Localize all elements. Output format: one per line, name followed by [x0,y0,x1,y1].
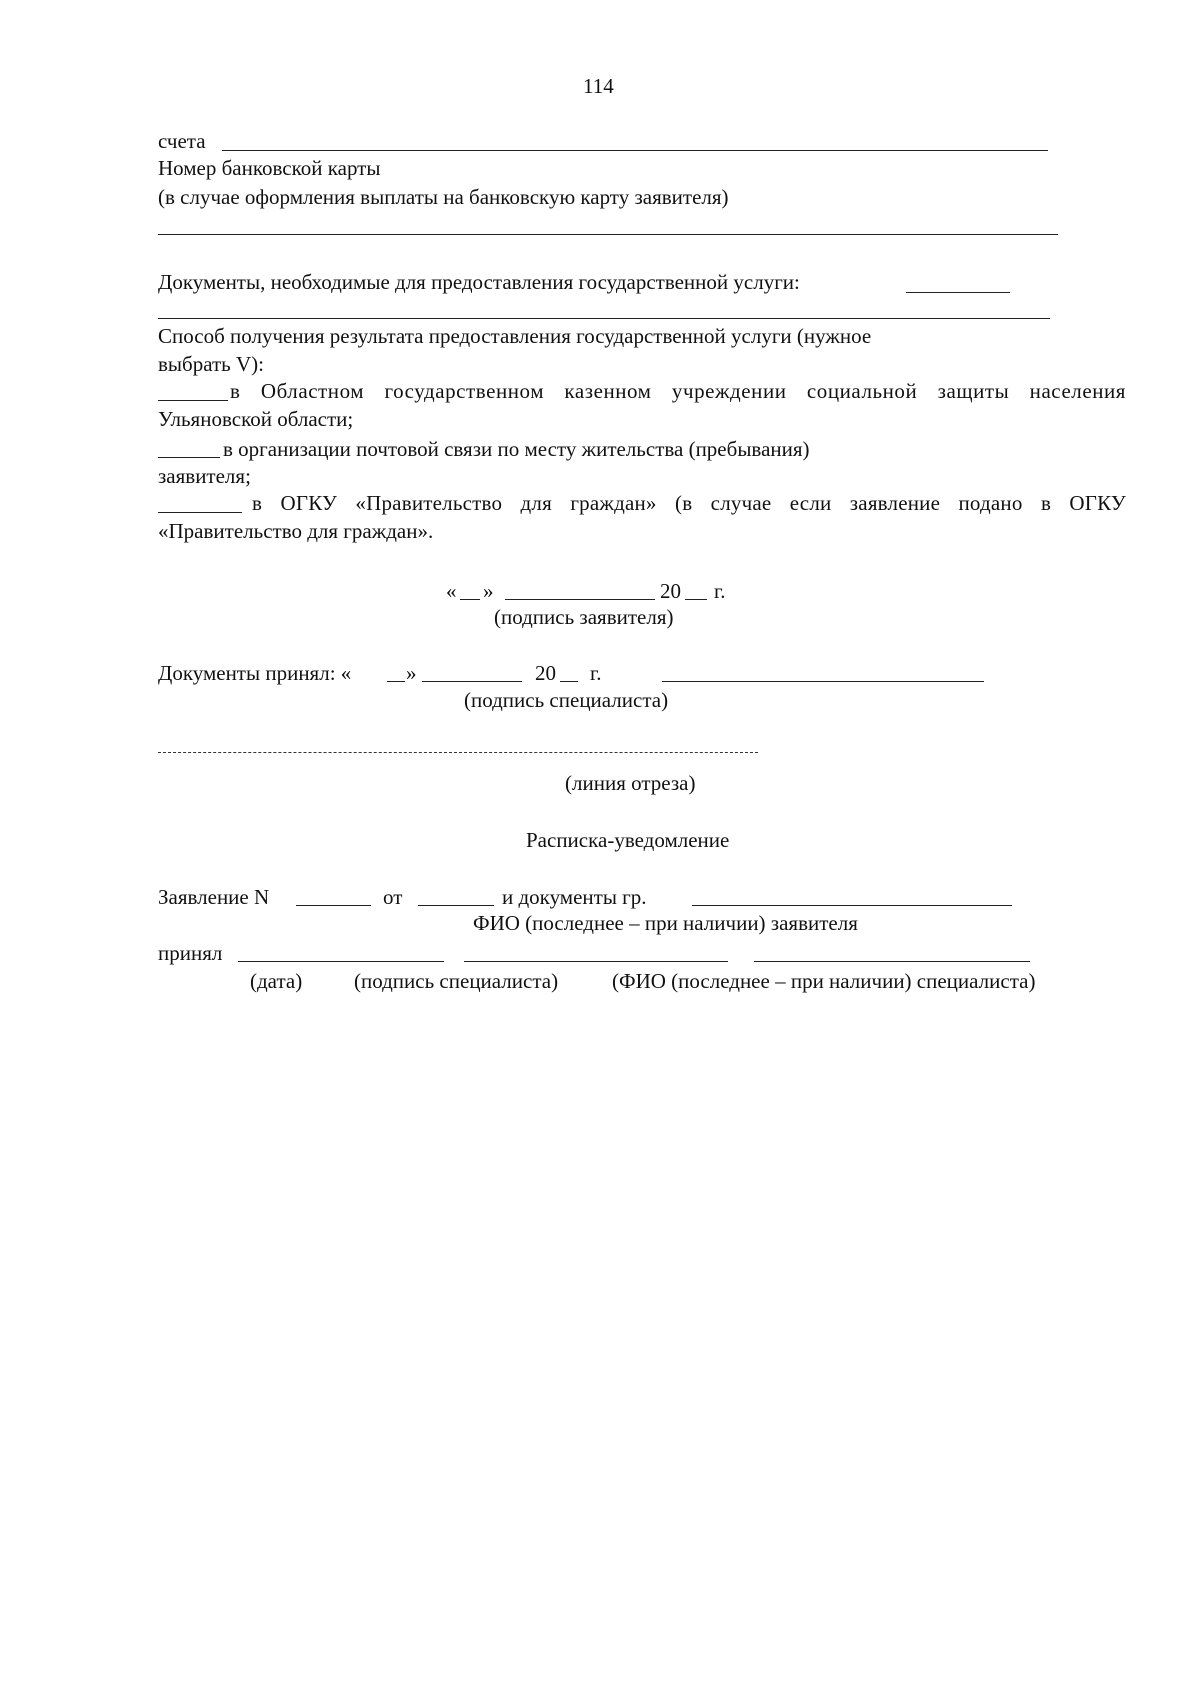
accepted-year-line[interactable] [560,681,578,682]
accepted-day-line[interactable] [387,681,405,682]
caption-specialist-fio: (ФИО (последнее – при наличии) специалиста) [612,969,1036,993]
account-input-line[interactable] [222,150,1048,151]
accepted-month-line[interactable] [422,681,522,682]
documents-input-line-short[interactable] [906,292,1010,293]
from-label: от [383,885,403,909]
specialist-signature-caption: (подпись специалиста) [464,688,669,712]
card-input-line[interactable] [158,234,1058,235]
date-day-line[interactable] [460,599,480,600]
statement-label: Заявление N [158,885,270,909]
date-close-quote: » [483,579,494,603]
fio-applicant-caption: ФИО (последнее – при наличии) заявителя [473,911,858,935]
date-year-line[interactable] [685,599,707,600]
received-label: принял [158,941,223,965]
method-line-2: выбрать V): [158,352,264,376]
page-number: 114 [583,74,614,98]
date-year-prefix: 20 [660,579,681,603]
card-label: Номер банковской карты [158,156,381,180]
method-line-1: Способ получения результата предоставления государственной услуги (нужное [158,324,872,348]
option2-line-1: в организации почтовой связи по месту жительства (пребывания) [223,437,810,461]
applicant-signature-caption: (подпись заявителя) [494,605,674,629]
statement-date-line[interactable] [418,905,494,906]
date-open-quote: « [446,579,457,603]
caption-date: (дата) [250,969,303,993]
specialist-signature-line[interactable] [662,681,984,682]
accepted-label: Документы принял: « [158,661,352,685]
accepted-year-suffix: г. [590,661,602,685]
option2-checkbox-line[interactable] [158,457,220,458]
date-year-suffix: г. [714,579,726,603]
option1-checkbox-line[interactable] [158,400,228,401]
cut-line [158,752,758,753]
card-note: (в случае оформления выплаты на банковскую карту заявителя) [158,185,729,209]
documents-input-line[interactable] [158,318,1050,319]
account-label: счета [158,129,206,153]
statement-number-line[interactable] [296,905,371,906]
applicant-fio-line[interactable] [692,905,1012,906]
documents-label: Документы, необходимые для предоставления государственной услуги: [158,270,800,294]
receipt-title: Расписка-уведомление [526,828,730,852]
option3-line-2: «Правительство для граждан». [158,519,434,543]
accepted-year-prefix: 20 [535,661,556,685]
date-month-line[interactable] [505,599,655,600]
option3-checkbox-line[interactable] [158,512,242,513]
accepted-close-quote: » [406,661,417,685]
received-signature-line[interactable] [464,961,728,962]
caption-specialist-signature: (подпись специалиста) [354,969,559,993]
received-fio-line[interactable] [754,961,1030,962]
received-date-line[interactable] [238,961,444,962]
cut-line-caption: (линия отреза) [565,771,696,795]
option1-line-2: Ульяновской области; [158,407,354,431]
documents-of-label: и документы гр. [502,885,647,909]
option1-line-1: в Областном государственном казенном учреждении социальной защиты населения [230,379,1126,403]
option3-line-1: в ОГКУ «Правительство для граждан» (в случае если заявление подано в ОГКУ [252,491,1126,515]
option2-line-2: заявителя; [158,464,251,488]
